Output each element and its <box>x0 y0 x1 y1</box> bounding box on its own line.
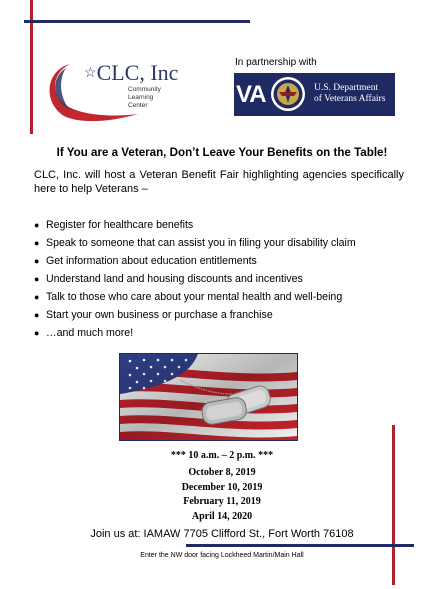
bottom-navy-rule <box>186 544 414 547</box>
top-navy-rule <box>24 20 250 23</box>
event-date: February 11, 2019 <box>183 496 261 508</box>
list-item: ● …and much more! <box>34 324 356 342</box>
partnership-label: In partnership with <box>235 57 317 68</box>
bullet-icon: ● <box>34 256 40 266</box>
clc-logo-subtitle: Community Learning Center <box>128 86 161 109</box>
list-item: ● Get information about education entitlements <box>34 252 356 270</box>
flag-dog-tags-image <box>119 353 298 441</box>
va-seal-icon <box>270 76 306 112</box>
clc-logo-name: ☆CLC, Inc <box>84 60 179 85</box>
list-item: ● Speak to someone that can assist you in filing your disability claim <box>34 234 356 252</box>
intro-paragraph: CLC, Inc. will host a Veteran Benefit Fair highlighting agencies specifically here to help Veterans – <box>34 169 404 195</box>
list-item: ● Understand land and housing discounts and incentives <box>34 270 356 288</box>
event-location: Join us at: IAMAW 7705 Clifford St., Fort Worth 76108 <box>90 528 354 540</box>
entrance-directions: Enter the NW door facing Lockheed Martin/Main Hall <box>140 552 304 559</box>
flag-dog-tags-illustration <box>120 354 297 440</box>
list-item: ● Register for healthcare benefits <box>34 216 356 234</box>
va-department-name: U.S. Department of Veterans Affairs <box>314 83 386 104</box>
bullet-icon: ● <box>34 328 40 338</box>
event-time: *** 10 a.m. – 2 p.m. *** <box>170 450 274 461</box>
star-icon: ☆ <box>84 66 97 81</box>
va-logo <box>234 73 395 116</box>
event-date: December 10, 2019 <box>181 481 263 493</box>
bullet-icon: ● <box>34 274 40 284</box>
list-item: ● Start your own business or purchase a franchise <box>34 306 356 324</box>
bullet-icon: ● <box>34 238 40 248</box>
event-date: April 14, 2020 <box>191 510 253 522</box>
list-item: ● Talk to those who care about your mental health and well-being <box>34 288 356 306</box>
event-dates <box>0 466 444 524</box>
benefits-list <box>34 216 356 342</box>
headline: If You are a Veteran, Don’t Leave Your Benefits on the Table! <box>56 146 388 159</box>
bullet-icon: ● <box>34 310 40 320</box>
bullet-icon: ● <box>34 292 40 302</box>
va-mark: VA <box>236 81 266 108</box>
event-date: October 8, 2019 <box>188 467 256 478</box>
bullet-icon: ● <box>34 220 40 230</box>
